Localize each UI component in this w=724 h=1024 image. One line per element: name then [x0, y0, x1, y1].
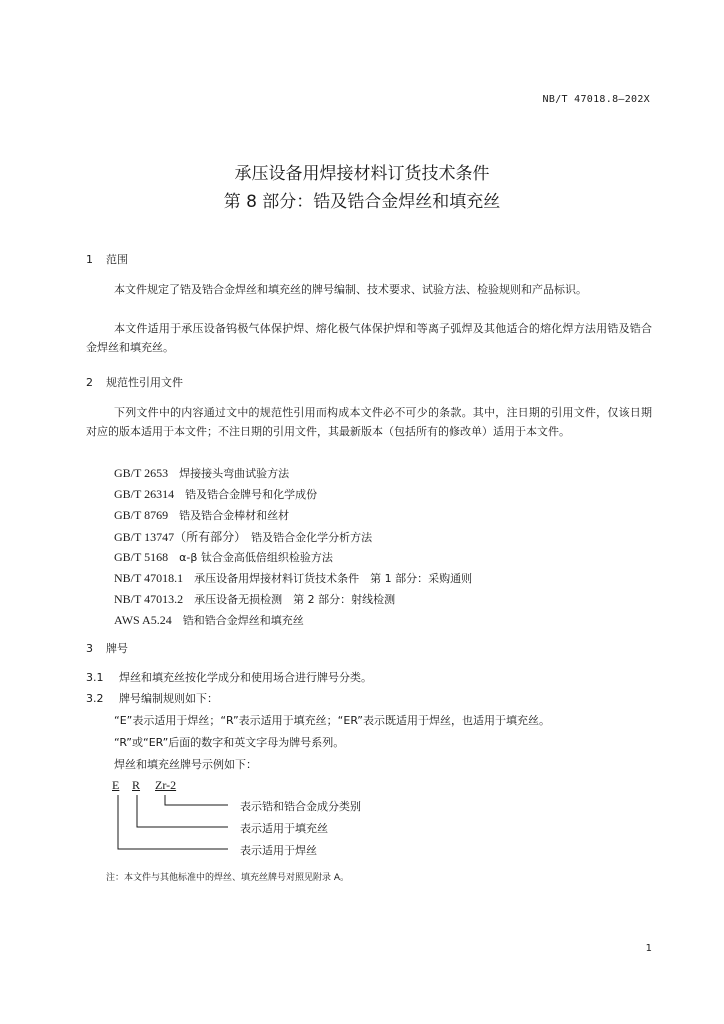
reference-code: NB/T 47013.2 — [114, 592, 184, 606]
clause-number: 3.2 — [86, 692, 104, 705]
reference-code: GB/T 2653 — [114, 466, 169, 480]
reference-code: GB/T 8769 — [114, 508, 169, 522]
section-number: 3 — [86, 642, 93, 655]
reference-title: 锆及锆合金化学分析方法 — [251, 531, 373, 544]
scope-paragraph-1: 本文件规定了锆及锆合金焊丝和填充丝的牌号编制、技术要求、试验方法、检验规则和产品标识。 — [114, 283, 587, 296]
section-title: 范围 — [106, 253, 128, 266]
footnote: 注：本文件与其他标准中的焊丝、填充丝牌号对照见附录 A。 — [106, 873, 350, 883]
reference-code: GB/T 5168 — [114, 550, 169, 564]
section-title: 规范性引用文件 — [106, 376, 183, 389]
scope-paragraph-2: 本文件适用于承压设备钨极气体保护焊、熔化极气体保护焊和等离子弧焊及其他适合的熔化焊方法用锆及锆合金焊丝和填充丝。 — [86, 322, 652, 354]
clause-text: 牌号编制规则如下： — [119, 692, 218, 705]
designation-zr-series: Zr-2 — [155, 778, 177, 792]
rule-line-3: 焊丝和填充丝牌号示例如下： — [114, 758, 257, 771]
reference-title: α-β 钛合金高低倍组织检验方法 — [179, 551, 333, 564]
reference-title: 焊接接头弯曲试验方法 — [179, 467, 290, 480]
standard-code: NB/T 47018.8—202X — [542, 94, 650, 105]
reference-code: AWS A5.24 — [114, 613, 172, 627]
reference-title: 锆及锆合金牌号和化学成份 — [185, 488, 318, 501]
clause-text: 焊丝和填充丝按化学成分和使用场合进行牌号分类。 — [119, 671, 372, 684]
page-number: 1 — [645, 943, 652, 954]
reference-code: GB/T 26314 — [114, 487, 175, 501]
document-title: 承压设备用焊接材料订货技术条件 — [234, 164, 490, 184]
section-title: 牌号 — [106, 642, 128, 655]
connector-e — [118, 795, 228, 849]
connector-zr — [165, 795, 228, 805]
reference-title: 锆和锆合金焊丝和填充丝 — [182, 614, 304, 627]
reference-title: 锆及锆合金棒材和丝材 — [179, 509, 290, 522]
rule-line-1: “E”表示适用于焊丝；“R”表示适用于填充丝；“ER”表示既适用于焊丝，也适用于填充丝。 — [114, 714, 550, 727]
reference-code: NB/T 47018.1 — [114, 571, 184, 585]
designation-letter-r: R — [132, 778, 141, 792]
diagram-desc-filler-rod: 表示适用于填充丝 — [240, 822, 328, 835]
section-number: 1 — [86, 253, 93, 266]
diagram-desc-welding-wire: 表示适用于焊丝 — [240, 844, 317, 857]
reference-code: GB/T 13747（所有部分） — [114, 530, 241, 544]
reference-title: 承压设备用焊接材料订货技术条件 第 1 部分：采购通则 — [194, 572, 473, 585]
references-intro: 下列文件中的内容通过文中的规范性引用而构成本文件必不可少的条款。其中，注日期的引用文件，仅该日期对应的版本适用于本文件；不注日期的引用文件，其最新版本（包括所有的修改单）适用于本文件。 — [86, 406, 652, 438]
rule-line-2: “R”或“ER”后面的数字和英文字母为牌号系列。 — [114, 736, 345, 749]
reference-title: 承压设备无损检测 第 2 部分：射线检测 — [194, 593, 396, 606]
document-subtitle: 第 8 部分：锆及锆合金焊丝和填充丝 — [223, 192, 501, 212]
connector-r — [137, 795, 228, 827]
clause-number: 3.1 — [86, 671, 104, 684]
diagram-desc-alloy-category: 表示锆和锆合金成分类别 — [240, 800, 361, 813]
section-number: 2 — [86, 376, 93, 389]
designation-letter-e: E — [112, 778, 120, 792]
